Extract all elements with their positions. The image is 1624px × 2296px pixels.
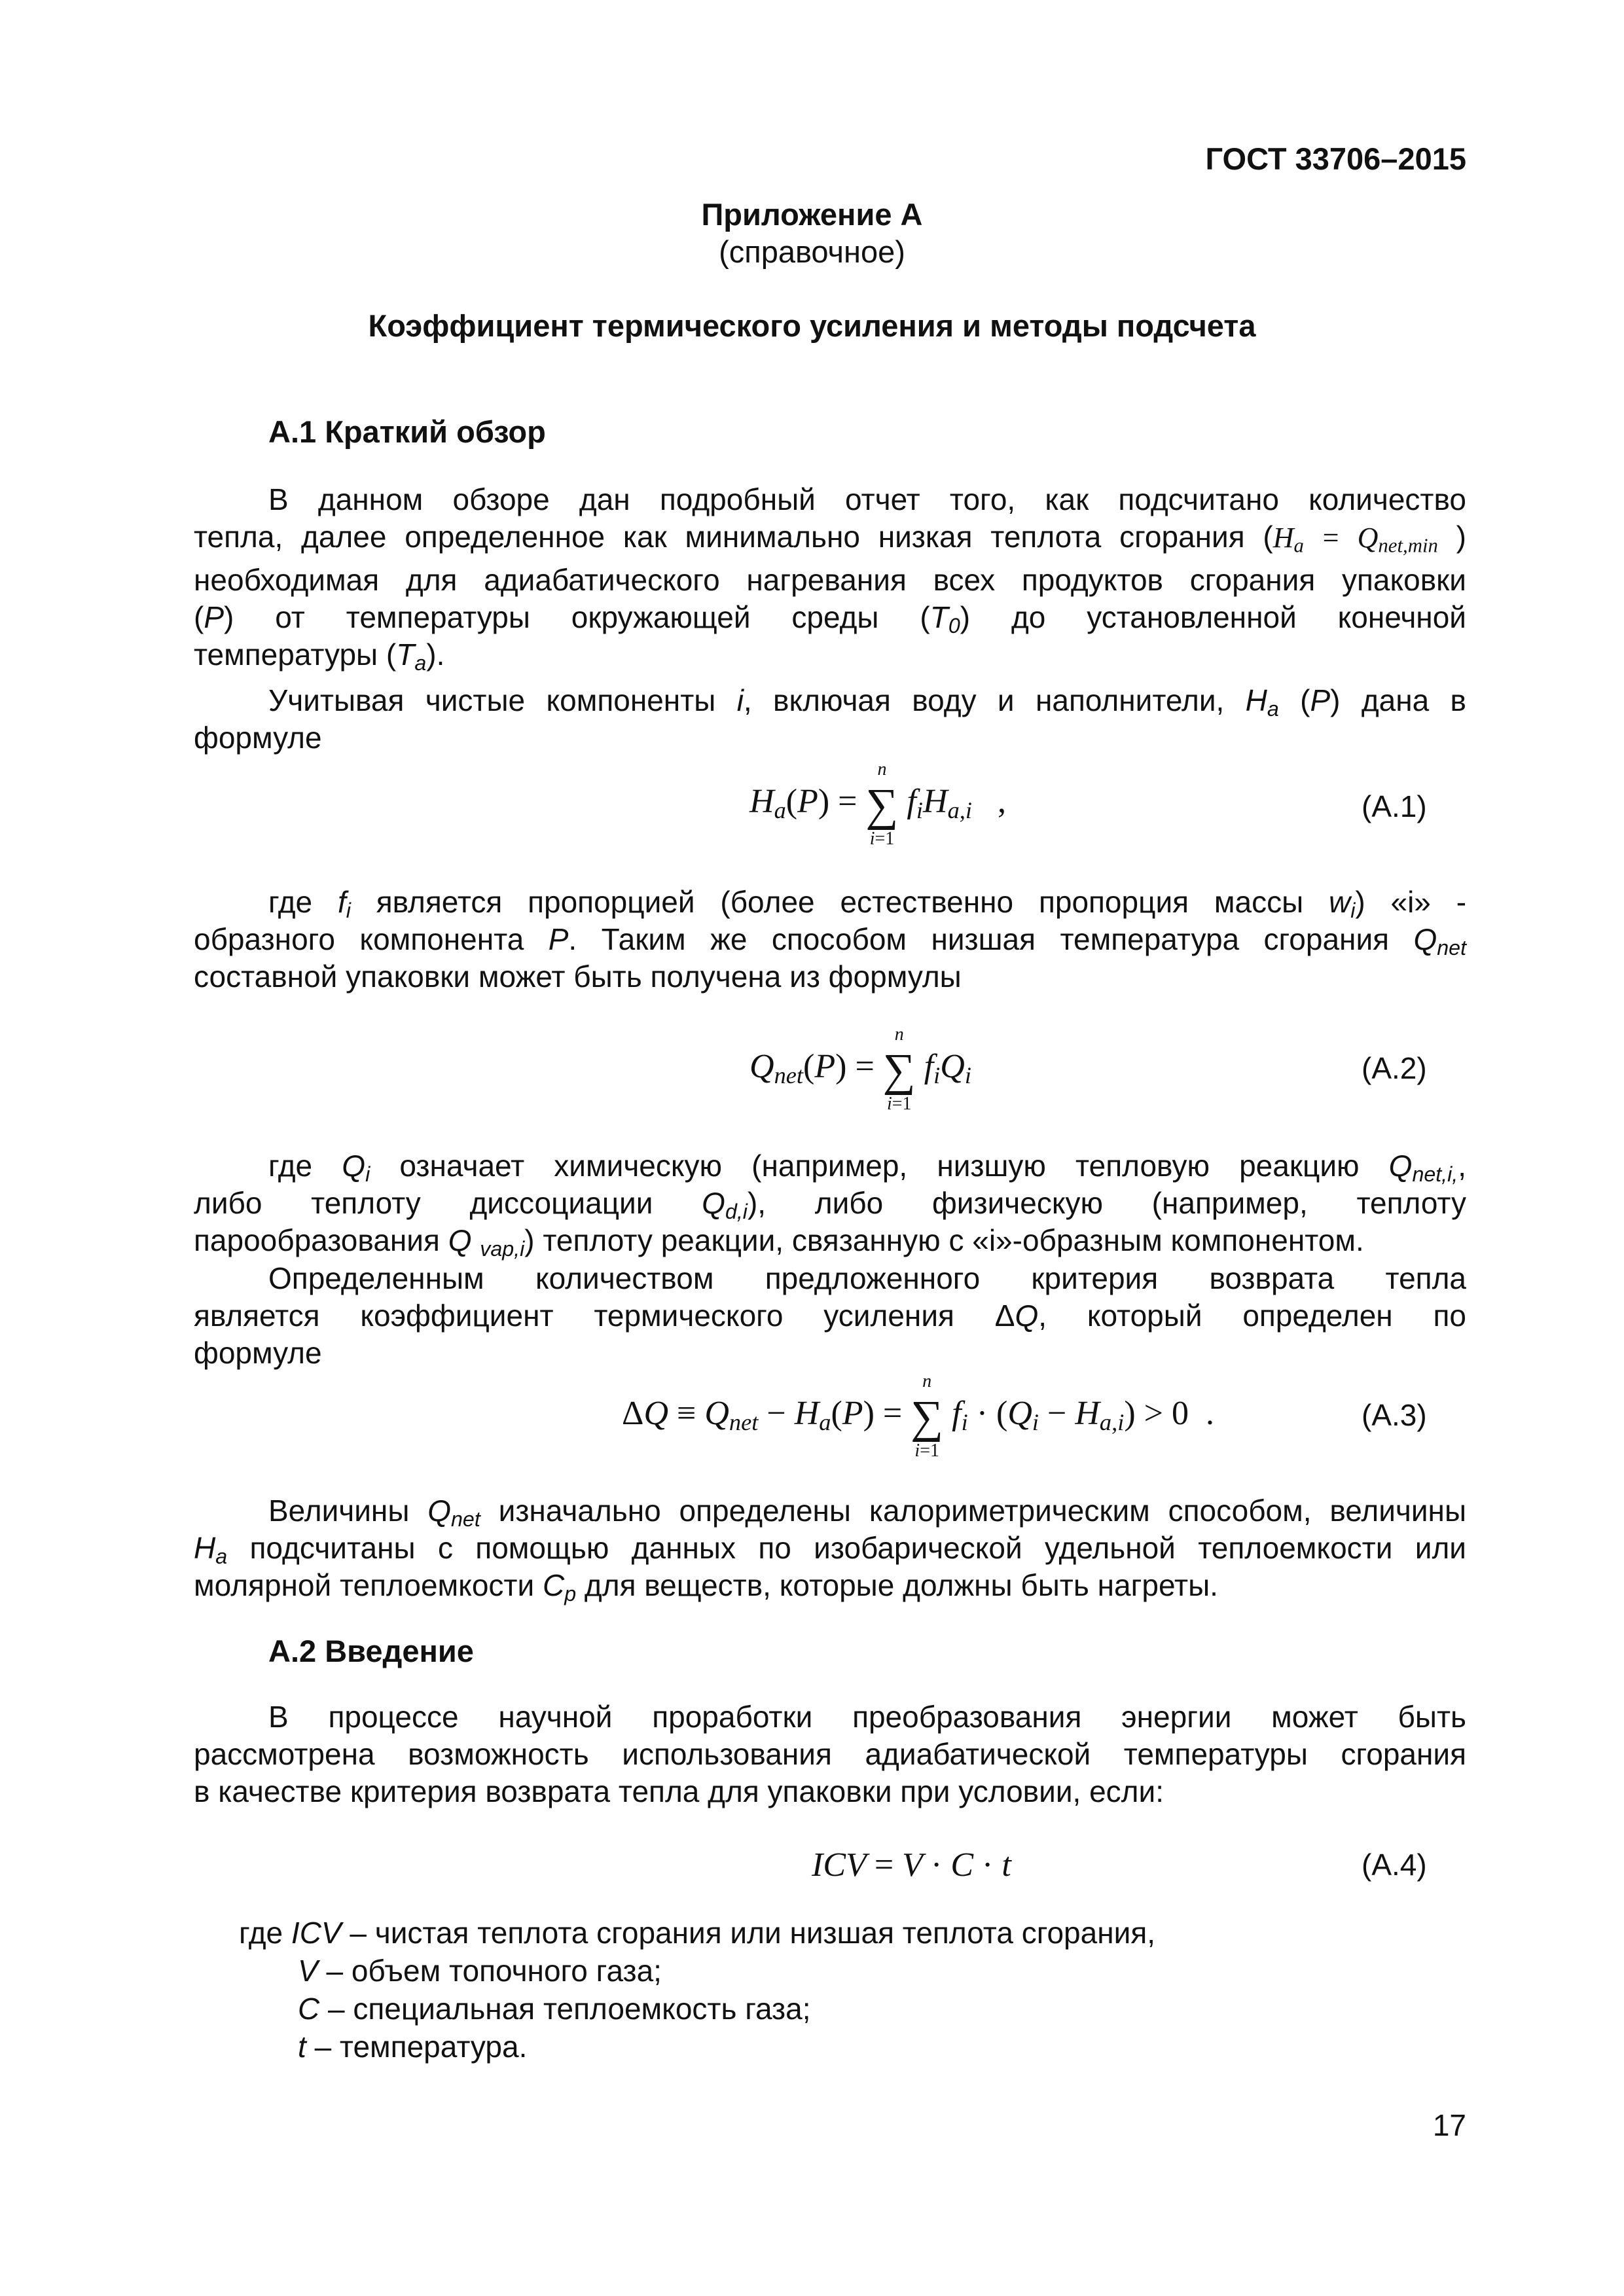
legend-text: – объем топочного газа; (326, 1954, 662, 1988)
text-fragment: температуры (194, 637, 378, 672)
text-line: в качестве критерия возврата тепла для упаковки при условии, если: (194, 1774, 1164, 1808)
text-fragment: теплоту реакции, связанную с «i»-образным компонентом. (543, 1223, 1364, 1257)
appendix-title: Приложение А (701, 197, 923, 232)
text-fragment: либо физическую (например, теплоту (814, 1186, 1466, 1220)
text-fragment: от температуры окружающей среды (275, 600, 879, 634)
sum-symbol: ∑ n i=1 (865, 759, 899, 849)
formula-a2: $Q_{net}(P)$ = ∑ n i=1 $f_iQ_i$ (749, 1024, 971, 1114)
paragraph-criterion (194, 1260, 1466, 1372)
text-line: Величины $Q_{net}$ изначально определены калориметрическим способом, величины (268, 1494, 1467, 1532)
text-fragment: подсчитаны с помощью данных по изобарической удельной теплоемкости или (249, 1531, 1467, 1565)
text-fragment: до установленной конечной (1011, 600, 1466, 634)
text-line: В процессе научной проработки преобразования энергии может быть (268, 1700, 1466, 1734)
text-line: образного компонента P. Таким же способом низшая температура сгорания $Q_{net}$ (194, 922, 1467, 960)
text-line: (P) от температуры окружающей среды $(T_0)$ до установленной конечной (194, 600, 1466, 638)
paragraph-proportion (194, 884, 1466, 996)
legend-row (239, 1914, 1155, 1952)
text-fragment: молярной теплоемкости (194, 1568, 535, 1602)
legend-symbol: V (298, 1954, 318, 1988)
paragraph-overview (194, 481, 1466, 673)
text-fragment: «i» - (1390, 885, 1467, 919)
text-line: Определенным количеством предложенного критерия возврата тепла (268, 1261, 1466, 1295)
text-fragment: тепла, далее определенное как минимально низкая теплота сгорания ( (194, 520, 1273, 554)
paragraph-values (194, 1492, 1466, 1604)
appendix-heading: Коэффициент термического усиления и методы подсчета (368, 308, 1256, 343)
text-line: необходимая для адиабатического нагревания всех продуктов сгорания упаковки (194, 563, 1466, 597)
text-fragment: Таким же способом низшая температура сгорания (601, 922, 1390, 956)
text-fragment: включая воду и наполнители, (773, 683, 1225, 717)
text-line: составной упаковки может быть получена из формулы (194, 960, 962, 994)
text-fragment: изначально определены калориметрическим способом, величины (498, 1494, 1467, 1528)
formula-a3: $\Delta Q \equiv Q_{net} - H_a(P)$ = ∑ n i=1 $f_i \cdot (Q_i - H_{a,i}) > 0$ . (622, 1371, 1214, 1461)
legend-row (298, 1952, 662, 1990)
text-fragment: Величины (268, 1494, 410, 1528)
formula-a2-label: (А.2) (1362, 1051, 1427, 1085)
formula-a1: $H_a(P)$ = ∑ n i=1 $f_iH_{a,i}$ , (749, 759, 1006, 849)
text-fragment: образного компонента (194, 922, 524, 956)
text-line: парообразования Q $_{vap,i}$) теплоту реакции, связанную с «i»-образным компонентом. (194, 1223, 1364, 1261)
section-a2-title: А.2 Введение (268, 1634, 474, 1668)
legend-symbol: ICV (291, 1916, 342, 1950)
formula-a3-label: (А.3) (1362, 1398, 1427, 1432)
sum-symbol: ∑ n i=1 (911, 1371, 944, 1461)
text-fragment: где (268, 885, 313, 919)
legend-symbol: t (298, 2030, 306, 2064)
text-line: рассмотрена возможность использования адиабатической температуры сгорания (194, 1737, 1466, 1771)
text-line: молярной теплоемкости $C_p$ для веществ, которые должны быть нагреты. (194, 1568, 1218, 1606)
text-fragment: для веществ, которые должны быть нагреты. (584, 1568, 1218, 1602)
text-fragment: парообразования (194, 1223, 440, 1257)
text-line: либо теплоту диссоциации $Q_{d,i}$), либо физическую (например, теплоту (194, 1186, 1466, 1224)
text-fragment: является пропорцией (более естественно пропорция массы (376, 885, 1304, 919)
legend-prefix: где (239, 1916, 283, 1950)
text-fragment: дана в (1361, 683, 1466, 717)
appendix-subtitle: (справочное) (719, 234, 905, 269)
legend-row (298, 1990, 811, 2028)
document-standard-number: ГОСТ 33706–2015 (1205, 141, 1466, 176)
text-line: В данном обзоре дан подробный отчет того, как подсчитано количество (268, 482, 1466, 516)
text-fragment: который определен по (1087, 1299, 1466, 1333)
text-line: температуры $(T_a)$. (194, 637, 445, 675)
text-fragment: где (268, 1149, 313, 1183)
text-fragment: Учитывая чистые компоненты (268, 683, 716, 717)
text-line: является коэффициент термического усиления ΔQ, который определен по (194, 1299, 1466, 1333)
legend-row (298, 2028, 527, 2066)
legend-text: – специальная теплоемкость газа; (328, 1992, 811, 2026)
text-line: Учитывая чистые компоненты i, включая воду и наполнители, $H_a$ (P) дана в (268, 683, 1466, 721)
text-fragment: либо теплоту диссоциации (194, 1186, 653, 1220)
section-a1-title: А.1 Краткий обзор (268, 414, 546, 449)
text-fragment: означает химическую (например, низшую тепловую реакцию (399, 1149, 1360, 1183)
text-line: тепла, далее определенное как минимально низкая теплота сгорания ($H_a = Q_{net,min}$ ) (194, 520, 1466, 557)
formula-a1-label: (А.1) (1362, 789, 1427, 823)
sum-symbol: ∑ n i=1 (882, 1024, 916, 1114)
text-line: формуле (194, 721, 322, 755)
paragraph-components (194, 682, 1466, 757)
paragraph-q-meaning (194, 1147, 1466, 1259)
legend-text: – чистая теплота сгорания или низшая теплота сгорания, (350, 1916, 1156, 1950)
formula-a4: ICV = V · C · t (812, 1846, 1011, 1884)
page-number: 17 (1432, 2108, 1466, 2142)
legend-text: – температура. (314, 2030, 528, 2064)
paragraph-introduction (194, 1698, 1466, 1810)
legend-symbol: C (298, 1992, 320, 2026)
text-line: где $Q_i$ означает химическую (например, низшую тепловую реакцию $Q_{net,i,}$, (268, 1149, 1467, 1187)
text-line: $H_a$ подсчитаны с помощью данных по изобарической удельной теплоемкости или (194, 1531, 1467, 1569)
text-fragment: является коэффициент термического усиления (194, 1299, 954, 1333)
text-line: формуле (194, 1336, 322, 1370)
text-line: где $f_i$ является пропорцией (более естественно пропорция массы $w_i$) «i» - (268, 885, 1467, 923)
formula-a4-label: (А.4) (1362, 1848, 1427, 1882)
